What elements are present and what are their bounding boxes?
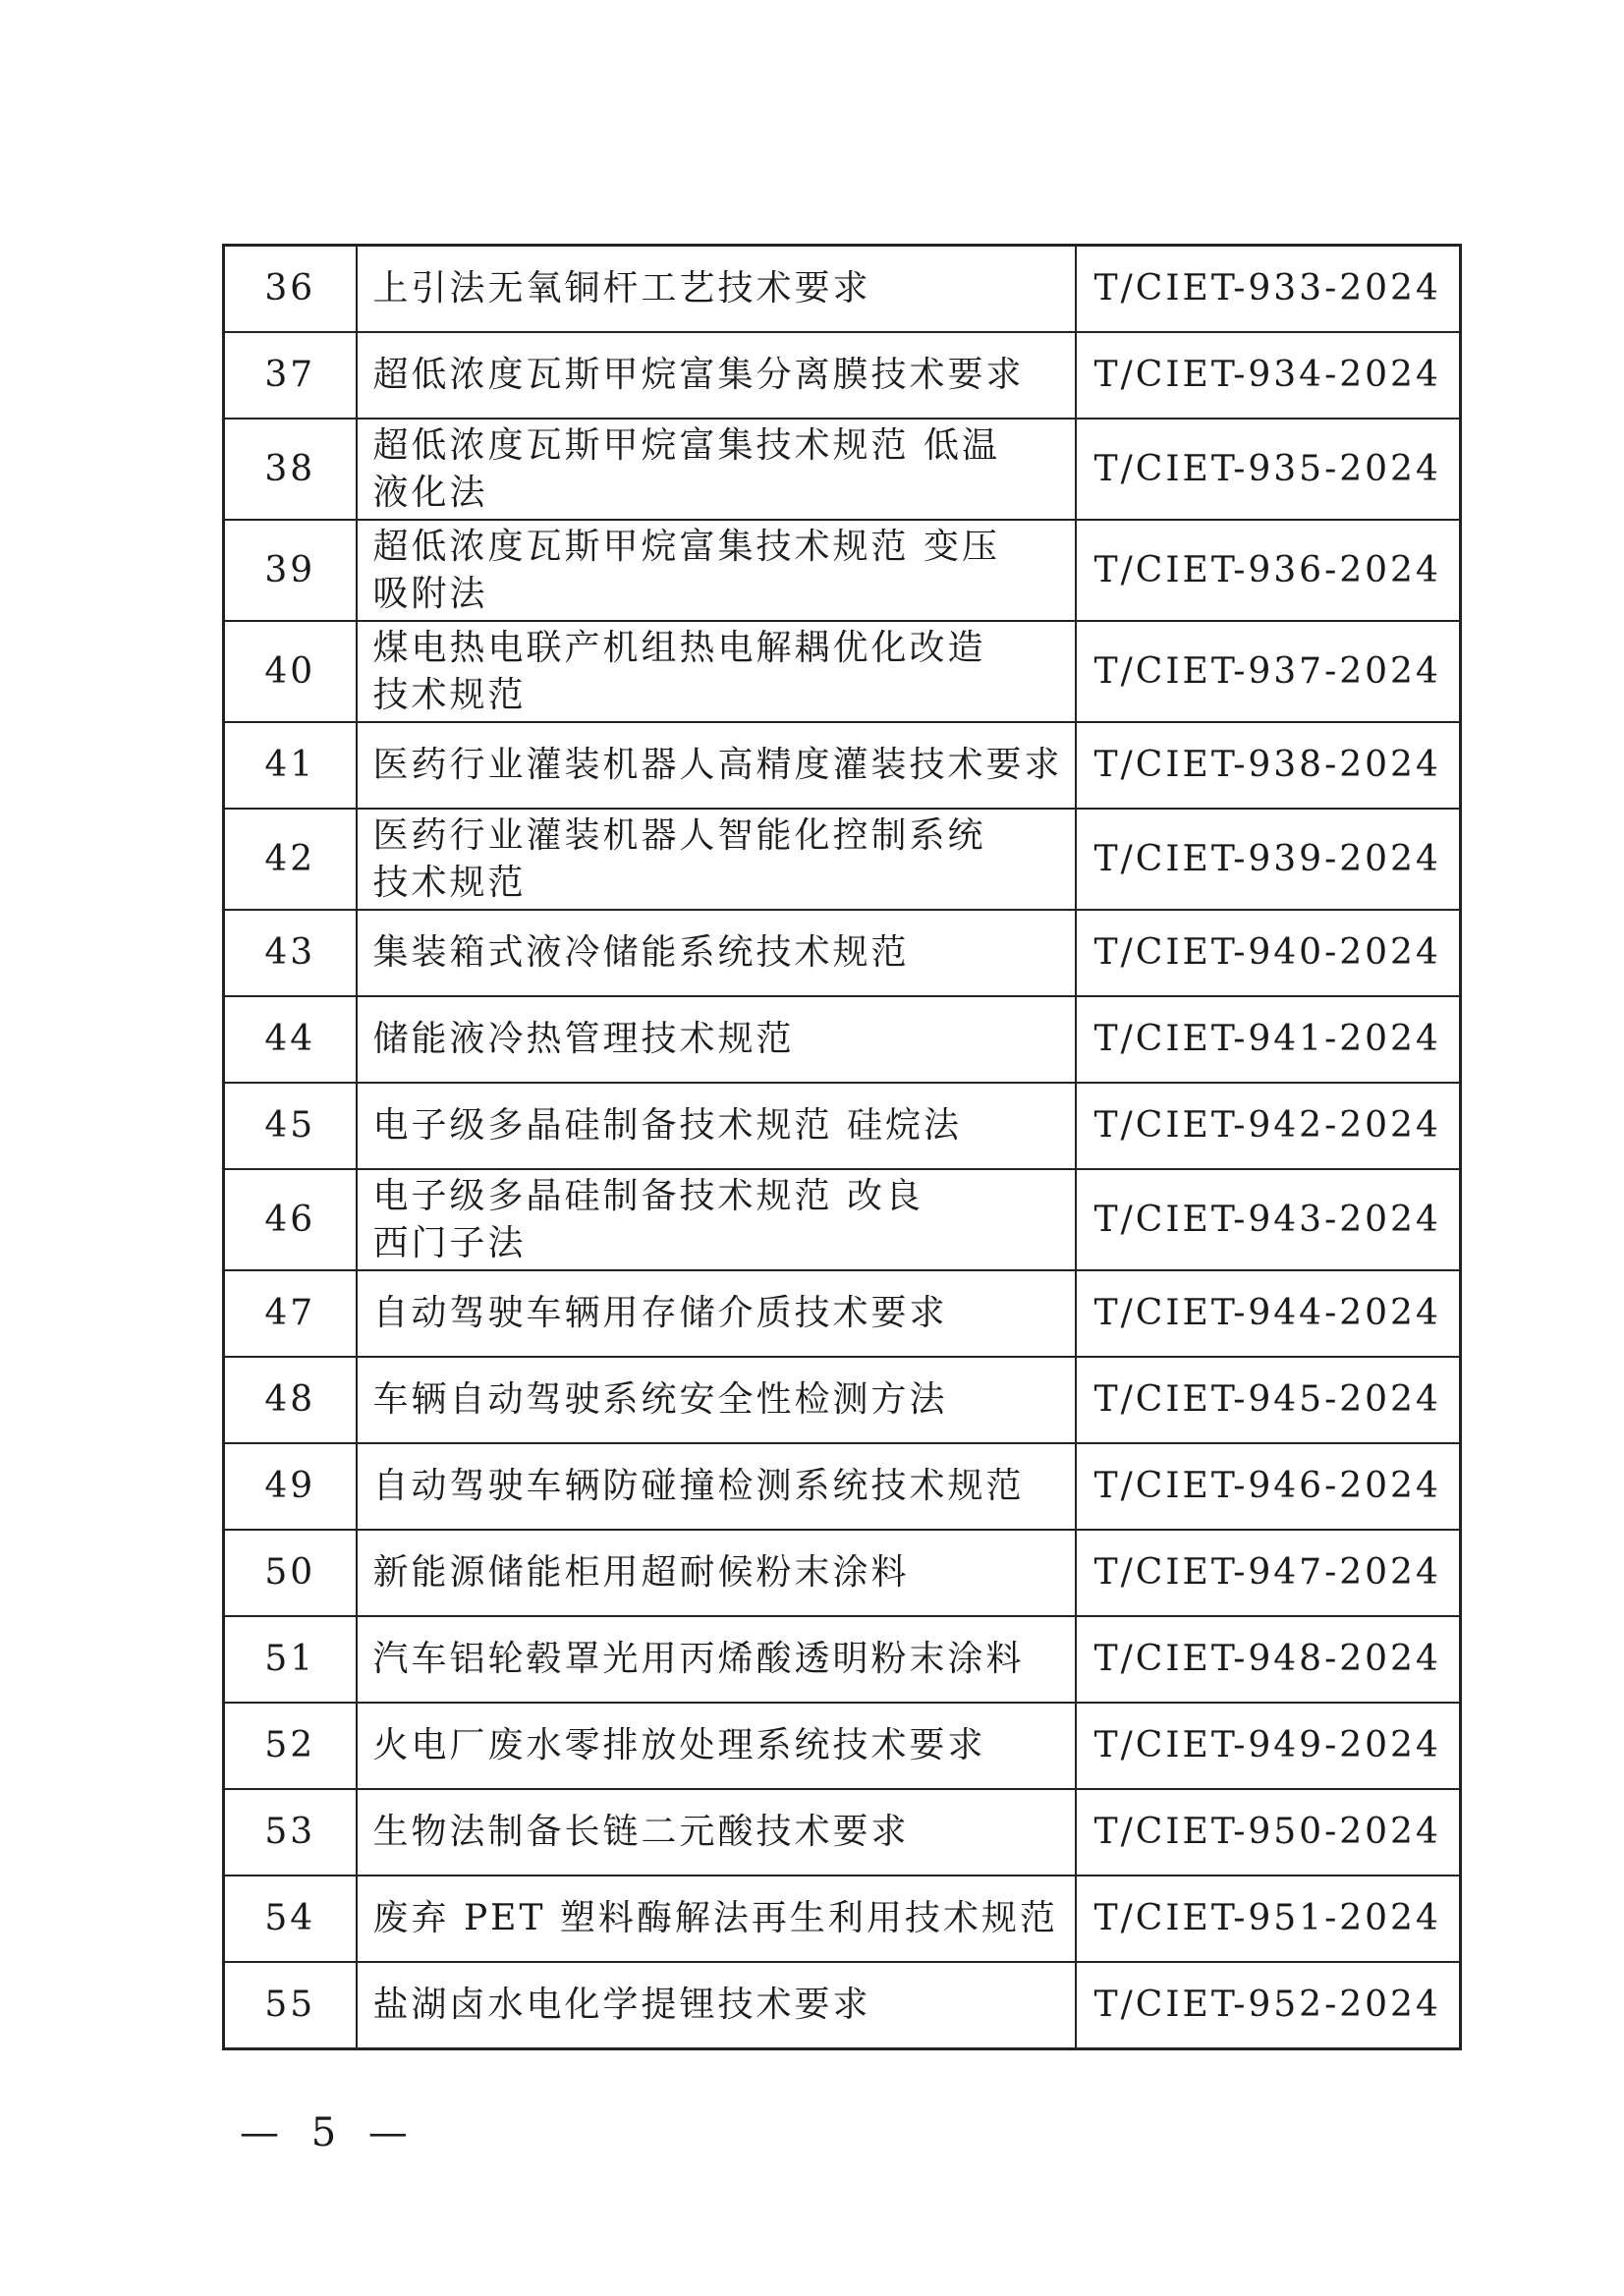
standard-code: T/CIET-952-2024 [1076,1962,1461,2049]
standard-code: T/CIET-937-2024 [1076,621,1461,722]
standard-code: T/CIET-933-2024 [1076,246,1461,333]
standards-table [222,244,1462,2050]
table-row [224,996,1461,1083]
standard-code: T/CIET-944-2024 [1076,1270,1461,1357]
row-number: 55 [224,1962,357,2049]
table-row [224,419,1461,520]
table-row [224,910,1461,996]
standard-name: 煤电热电联产机组热电解耦优化改造 技术规范 [357,621,1076,722]
standard-code: T/CIET-941-2024 [1076,996,1461,1083]
table-row [224,1083,1461,1169]
standard-name: 汽车铝轮毂罩光用丙烯酸透明粉末涂料 [357,1616,1076,1703]
standard-name: 储能液冷热管理技术规范 [357,996,1076,1083]
standard-name: 超低浓度瓦斯甲烷富集技术规范 变压 吸附法 [357,520,1076,621]
table-row [224,1357,1461,1443]
row-number: 36 [224,246,357,333]
row-number: 51 [224,1616,357,1703]
row-number: 40 [224,621,357,722]
standard-name: 车辆自动驾驶系统安全性检测方法 [357,1357,1076,1443]
standard-code: T/CIET-946-2024 [1076,1443,1461,1530]
standard-name: 医药行业灌装机器人高精度灌装技术要求 [357,722,1076,809]
standard-code: T/CIET-943-2024 [1076,1169,1461,1270]
row-number: 47 [224,1270,357,1357]
row-number: 38 [224,419,357,520]
standard-code: T/CIET-949-2024 [1076,1703,1461,1789]
table-row [224,1789,1461,1876]
table-row [224,809,1461,910]
table-row [224,1962,1461,2049]
row-number: 41 [224,722,357,809]
row-number: 39 [224,520,357,621]
standard-name: 上引法无氧铜杆工艺技术要求 [357,246,1076,333]
standard-code: T/CIET-936-2024 [1076,520,1461,621]
row-number: 42 [224,809,357,910]
standard-name: 盐湖卤水电化学提锂技术要求 [357,1962,1076,2049]
table-row [224,1443,1461,1530]
row-number: 54 [224,1876,357,1962]
standard-code: T/CIET-945-2024 [1076,1357,1461,1443]
table-row [224,1703,1461,1789]
standards-table-body [224,246,1461,2049]
row-number: 52 [224,1703,357,1789]
standard-code: T/CIET-939-2024 [1076,809,1461,910]
standard-code: T/CIET-947-2024 [1076,1530,1461,1616]
standard-name: 火电厂废水零排放处理系统技术要求 [357,1703,1076,1789]
table-row [224,1876,1461,1962]
row-number: 46 [224,1169,357,1270]
standard-name: 新能源储能柜用超耐候粉末涂料 [357,1530,1076,1616]
standard-code: T/CIET-938-2024 [1076,722,1461,809]
standard-name: 电子级多晶硅制备技术规范 改良 西门子法 [357,1169,1076,1270]
row-number: 44 [224,996,357,1083]
table-row [224,722,1461,809]
standard-name: 废弃 PET 塑料酶解法再生利用技术规范 [357,1876,1076,1962]
table-row [224,520,1461,621]
row-number: 49 [224,1443,357,1530]
row-number: 50 [224,1530,357,1616]
row-number: 43 [224,910,357,996]
row-number: 45 [224,1083,357,1169]
table-row [224,332,1461,419]
standard-code: T/CIET-948-2024 [1076,1616,1461,1703]
row-number: 48 [224,1357,357,1443]
table-row [224,1616,1461,1703]
standard-name: 电子级多晶硅制备技术规范 硅烷法 [357,1083,1076,1169]
standard-code: T/CIET-942-2024 [1076,1083,1461,1169]
standard-name: 生物法制备长链二元酸技术要求 [357,1789,1076,1876]
table-row [224,1530,1461,1616]
row-number: 37 [224,332,357,419]
standard-name: 超低浓度瓦斯甲烷富集分离膜技术要求 [357,332,1076,419]
standard-code: T/CIET-950-2024 [1076,1789,1461,1876]
standard-name: 自动驾驶车辆用存储介质技术要求 [357,1270,1076,1357]
standard-name: 集装箱式液冷储能系统技术规范 [357,910,1076,996]
table-row [224,246,1461,333]
table-row [224,1169,1461,1270]
standard-code: T/CIET-935-2024 [1076,419,1461,520]
standard-code: T/CIET-951-2024 [1076,1876,1461,1962]
standard-name: 自动驾驶车辆防碰撞检测系统技术规范 [357,1443,1076,1530]
standard-name: 超低浓度瓦斯甲烷富集技术规范 低温 液化法 [357,419,1076,520]
standard-code: T/CIET-940-2024 [1076,910,1461,996]
table-row [224,1270,1461,1357]
standard-code: T/CIET-934-2024 [1076,332,1461,419]
table-row [224,621,1461,722]
page-number: — 5 — [240,2110,418,2156]
standard-name: 医药行业灌装机器人智能化控制系统 技术规范 [357,809,1076,910]
row-number: 53 [224,1789,357,1876]
